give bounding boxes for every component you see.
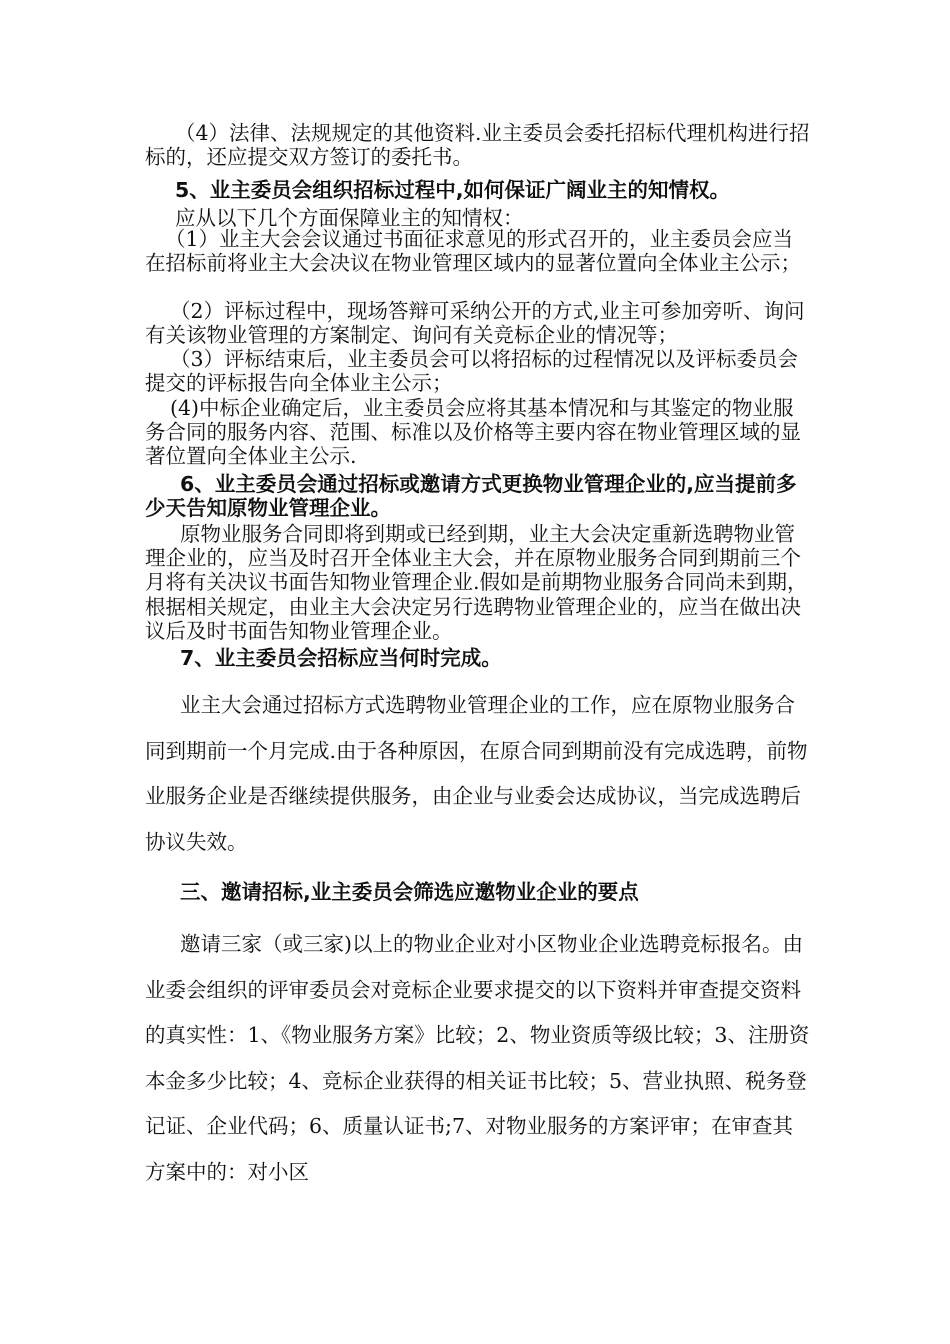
paragraph-q5-item2: （2）评标过程中，现场答辩可采纳公开的方式,业主可参加旁听、询问有关该物业管理的方案制定、询问有关竞标企业的情况等； [145,299,805,348]
paragraph-q6-body: 原物业服务合同即将到期或已经到期，业主大会决定重新选聘物业管理企业的，应当及时召开全体业主大会，并在原物业服务合同到期前三个月将有关决议书面告知物业管理企业.假如是前期物业服务合同尚未到期，根据相关规定，由业主大会决定另行选聘物业管理企业的，应当在做出决议后及时书面告知物业管理企业。 [145,522,808,643]
heading-q5: 5、业主委员会组织招标过程中,如何保证广阔业主的知情权。 [175,178,731,202]
paragraph-q5-item4: (4)中标企业确定后，业主委员会应将其基本情况和与其鉴定的物业服务合同的服务内容、范围、标准以及价格等主要内容在物业管理区域的显著位置向全体业主公示. [145,396,801,469]
paragraph-q7-body: 业主大会通过招标方式选聘物业管理企业的工作，应在原物业服务合同到期前一个月完成.由于各种原因，在原合同到期前没有完成选聘，前物业服务企业是否继续提供服务，由企业与业委会达成协议，当完成选聘后协议失效。 [145,693,808,854]
paragraph-q5-intro: 应从以下几个方面保障业主的知情权： [175,206,524,230]
paragraph-q5-item1: （1）业主大会会议通过书面征求意见的形式召开的，业主委员会应当在招标前将业主大会决议在物业管理区域内的显著位置向全体业主公示； [145,227,801,276]
paragraph-section3-body: 邀请三家（或三家)以上的物业企业对小区物业企业选聘竞标报名。由业委会组织的评审委员会对竞标企业要求提交的以下资料并审查提交资料的真实性：1、《物业服务方案》比较；2、物业资质等级比较；3、注册资本金多少比较；4、竞标企业获得的相关证书比较；5、营业执照、税务登记证、企业代码；6、质量认证书;7、对物业服务的方案评审；在审查其方案中的：对小区 [145,932,810,1184]
heading-q6: 6、业主委员会通过招标或邀请方式更换物业管理企业的,应当提前多少天告知原物业管理企业。 [145,472,797,521]
heading-q7: 7、业主委员会招标应当何时完成。 [180,646,502,670]
heading-section3: 三、邀请招标,业主委员会筛选应邀物业企业的要点 [180,880,639,904]
paragraph-q5-item3: （3）评标结束后，业主委员会可以将招标的过程情况以及评标委员会提交的评标报告向全体业主公示； [145,347,799,396]
paragraph-item4-law: （4）法律、法规规定的其他资料.业主委员会委托招标代理机构进行招标的，还应提交双方签订的委托书。 [145,121,810,170]
